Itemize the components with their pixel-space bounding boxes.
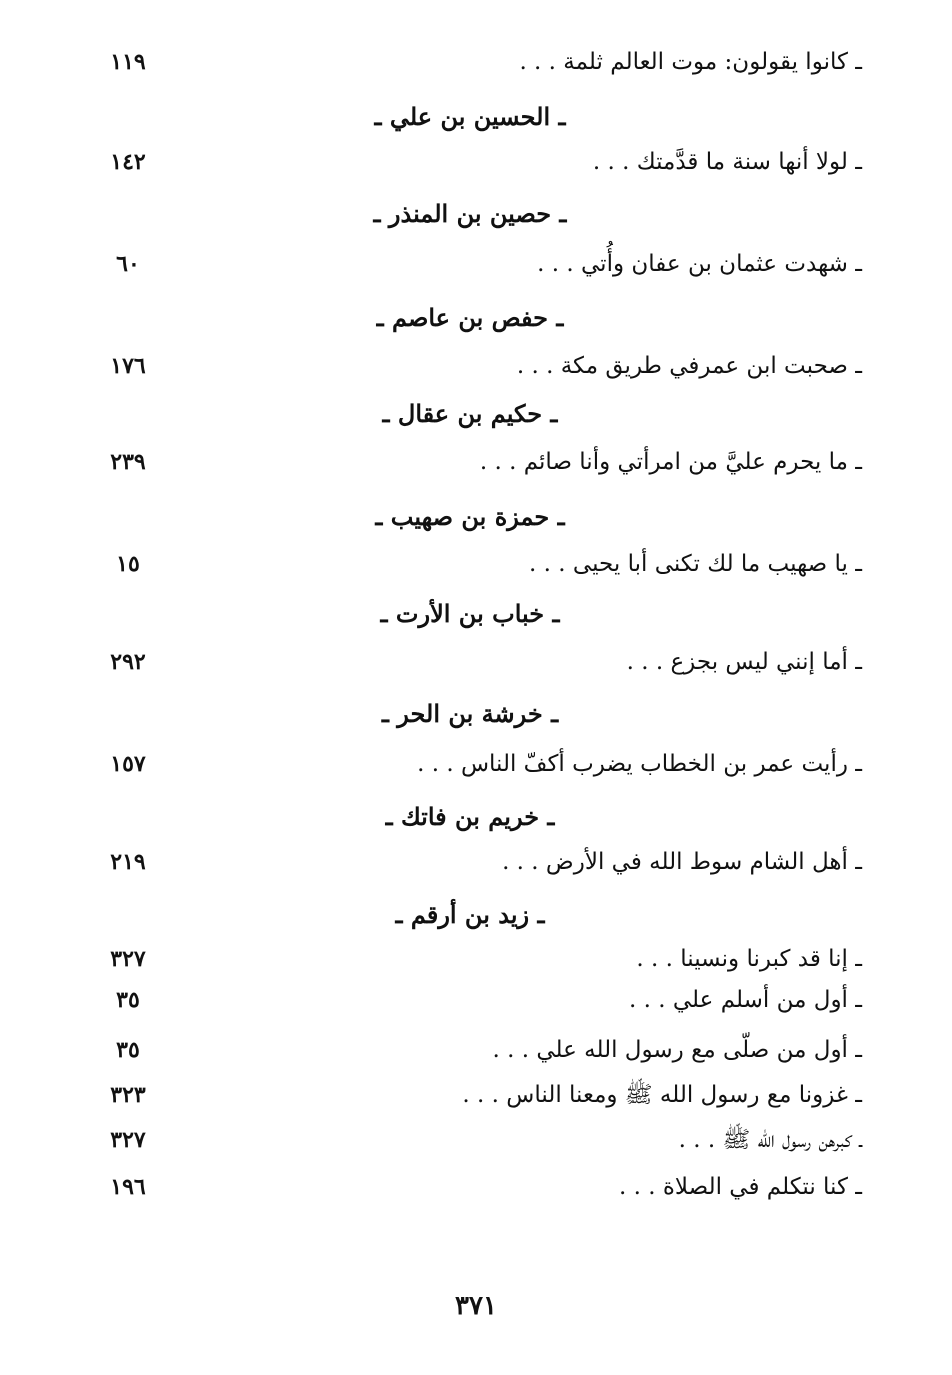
index-entry-page-number: ١٥: [116, 551, 140, 577]
index-entry-row: [0, 640, 952, 684]
index-entry-row: [0, 1073, 952, 1117]
index-entry-text: ـ أول من صلّى مع رسول الله علي . . .: [492, 1037, 862, 1063]
section-heading-row: [0, 692, 952, 736]
index-entry-row: [0, 440, 952, 484]
section-heading-row: [0, 192, 952, 236]
section-heading: ـ حكيم بن عقال ـ: [382, 399, 558, 428]
section-heading: ـ خريم بن فاتك ـ: [385, 802, 555, 831]
index-entry-text: ـ صحبت ابن عمرفي طريق مكة . . .: [516, 353, 862, 379]
section-heading: ـ خباب بن الأرت ـ: [380, 599, 560, 628]
section-heading: ـ زيد بن أرقم ـ: [395, 900, 545, 929]
index-entry-text: ـ إنا قد كبرنا ونسينا . . .: [636, 946, 862, 972]
index-entry-row: [0, 242, 952, 286]
index-entry-page-number: ٢١٩: [110, 849, 146, 875]
index-entry-text: ـ كنا نتكلم في الصلاة . . .: [619, 1174, 862, 1200]
index-entry-text: ـ يا صهيب ما لك تكنى أبا يحيى . . .: [529, 551, 862, 577]
index-entry-page-number: ٣٥: [116, 987, 140, 1013]
index-entry-page-number: ١٩٦: [110, 1174, 146, 1200]
index-entry-text: ـ غزونا مع رسول الله ﷺ ومعنا الناس . . .: [462, 1082, 862, 1108]
section-heading: ـ حفص بن عاصم ـ: [376, 303, 564, 332]
index-entry-page-number: ٦٠: [116, 251, 140, 277]
index-entry-page-number: ٢٣٩: [110, 449, 146, 475]
section-heading: ـ خرشة بن الحر ـ: [381, 699, 559, 728]
index-entry-row: [0, 978, 952, 1022]
index-entry-text: ـ أول من أسلم علي . . .: [629, 987, 862, 1013]
index-entry-page-number: ٣٢٣: [110, 1082, 146, 1108]
index-entry-row: [0, 542, 952, 586]
index-entry-page-number: ١٤٢: [110, 149, 146, 175]
section-heading-row: [0, 893, 952, 937]
section-heading: ـ حصين بن المنذر ـ: [373, 199, 567, 228]
index-entry-text: ـ رأيت عمر بن الخطاب يضرب أكفّ الناس . . .: [417, 751, 862, 777]
index-entry-row: [0, 937, 952, 981]
index-entry-page-number: ١٧٦: [110, 353, 146, 379]
section-heading: ـ حمزة بن صهيب ـ: [375, 502, 565, 531]
index-entry-text: ـ كبرهن رسول الله ﷺ . . .: [678, 1127, 862, 1153]
index-entry-row: [0, 40, 952, 84]
index-entry-text: ـ أهل الشام سوط الله في الأرض . . .: [502, 849, 862, 875]
index-entry-row: [0, 1165, 952, 1209]
index-entry-text: ـ كانوا يقولون: موت العالم ثلمة . . .: [519, 49, 862, 75]
section-heading-row: [0, 296, 952, 340]
index-entry-row: [0, 344, 952, 388]
index-entry-row: [0, 742, 952, 786]
index-entry-row: [0, 140, 952, 184]
index-entry-row: [0, 1028, 952, 1072]
index-entry-text: ـ أما إنني ليس بجزع . . .: [626, 649, 862, 675]
index-entry-row: [0, 840, 952, 884]
index-entry-page-number: ٣٢٧: [110, 1127, 146, 1153]
section-heading-row: [0, 392, 952, 436]
section-heading: ـ الحسين بن علي ـ: [374, 102, 566, 131]
index-entry-row: [0, 1118, 952, 1162]
index-entry-page-number: ٢٩٢: [110, 649, 146, 675]
index-entry-page-number: ١٥٧: [110, 751, 146, 777]
index-entry-page-number: ١١٩: [110, 49, 146, 75]
index-entry-text: ـ ما يحرم عليَّ من امرأتي وأنا صائم . . .: [479, 449, 862, 475]
section-heading-row: [0, 592, 952, 636]
index-entry-page-number: ٣٢٧: [110, 946, 146, 972]
page-number: ٣٧١: [455, 1291, 497, 1321]
section-heading-row: [0, 495, 952, 539]
index-entry-text: ـ لولا أنها سنة ما قدَّمتك . . .: [592, 149, 862, 175]
section-heading-row: [0, 95, 952, 139]
section-heading-row: [0, 795, 952, 839]
index-entry-text: ـ شهدت عثمان بن عفان وأُتي . . .: [537, 251, 862, 277]
index-entry-page-number: ٣٥: [116, 1037, 140, 1063]
